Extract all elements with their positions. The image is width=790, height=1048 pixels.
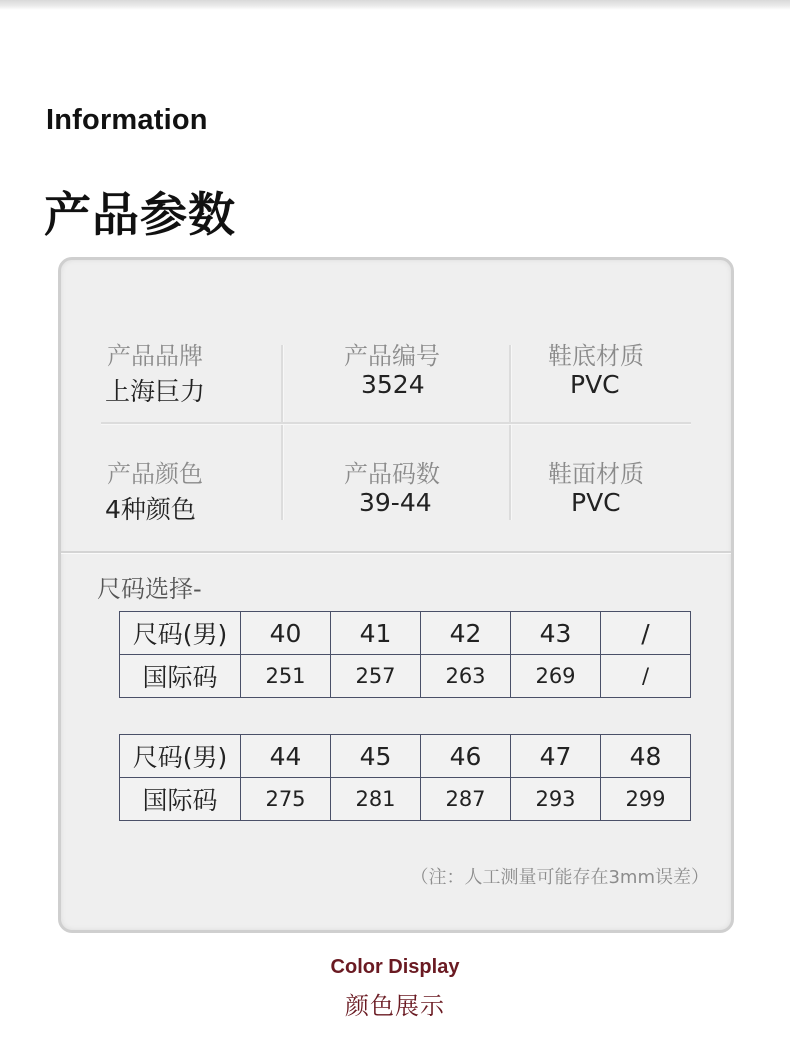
table-cell: 275: [241, 778, 331, 821]
size-selection-title: 尺码选择-: [97, 575, 202, 603]
table-cell: 287: [421, 778, 511, 821]
table-cell: 42: [421, 612, 511, 655]
section-title-en: Information: [46, 104, 208, 136]
table-cell: 48: [601, 735, 691, 778]
attr-value-model: 3524: [361, 370, 425, 399]
table-cell: 46: [421, 735, 511, 778]
attr-divider-vertical: [281, 345, 283, 520]
table-cell: 269: [511, 655, 601, 698]
attr-label-sole-material: 鞋底材质: [548, 342, 644, 370]
attr-label-size-range: 产品码数: [344, 460, 440, 488]
attr-value-size-range: 39-44: [359, 488, 432, 517]
table-cell: 47: [511, 735, 601, 778]
table-cell: 251: [241, 655, 331, 698]
table-row-header: 尺码(男): [120, 735, 241, 778]
table-cell: 281: [331, 778, 421, 821]
attr-label-model: 产品编号: [344, 342, 440, 370]
color-display-title-cn: 颜色展示: [345, 992, 445, 1020]
table-row-header: 国际码: [120, 655, 241, 698]
table-row-header: 尺码(男): [120, 612, 241, 655]
top-image-edge: [0, 0, 790, 10]
table-cell: 44: [241, 735, 331, 778]
table-cell: 299: [601, 778, 691, 821]
table-row: [120, 778, 691, 821]
size-table-1: [119, 611, 691, 698]
attr-label-upper-material: 鞋面材质: [548, 460, 644, 488]
table-cell: 41: [331, 612, 421, 655]
table-row: [120, 655, 691, 698]
attr-value-sole-material: PVC: [570, 370, 620, 399]
attr-divider-horizontal: [101, 422, 691, 424]
attr-label-brand: 产品品牌: [107, 342, 203, 370]
attr-label-color: 产品颜色: [107, 460, 203, 488]
color-display-title-en: Color Display: [330, 956, 460, 978]
table-row: [120, 735, 691, 778]
product-parameters-card: [58, 257, 734, 933]
table-row: [120, 612, 691, 655]
section-separator: [61, 551, 731, 553]
attr-value-brand: 上海巨力: [105, 377, 206, 406]
table-cell: 263: [421, 655, 511, 698]
table-cell: 293: [511, 778, 601, 821]
section-title-cn: 产品参数: [44, 188, 236, 243]
table-row-header: 国际码: [120, 778, 241, 821]
table-cell: /: [601, 612, 691, 655]
attr-value-upper-material: PVC: [571, 488, 621, 517]
table-cell: /: [601, 655, 691, 698]
table-cell: 43: [511, 612, 601, 655]
size-table-2: [119, 734, 691, 821]
table-cell: 40: [241, 612, 331, 655]
measurement-note: （注：人工测量可能存在3mm误差）: [410, 867, 709, 888]
table-cell: 45: [331, 735, 421, 778]
table-cell: 257: [331, 655, 421, 698]
attr-value-color: 4种颜色: [105, 495, 196, 524]
attr-divider-vertical: [509, 345, 511, 520]
